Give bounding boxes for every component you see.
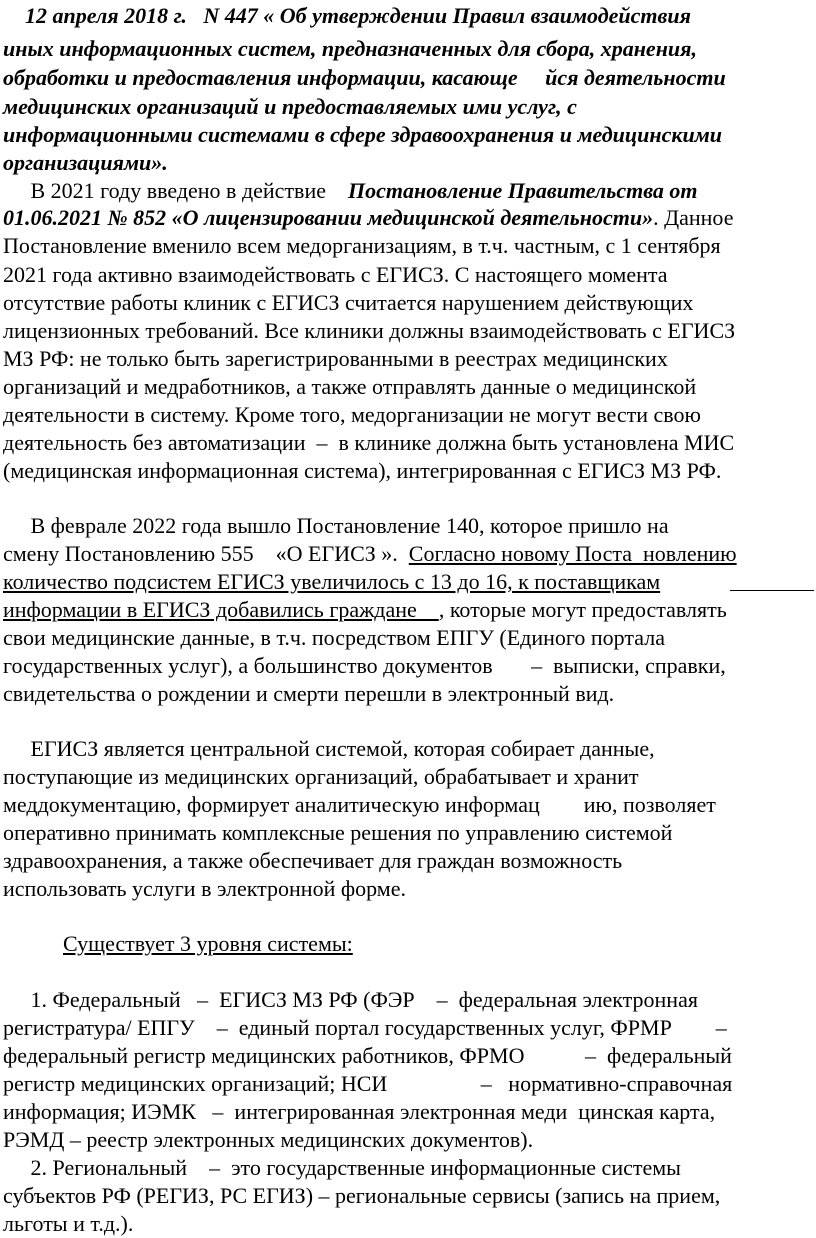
list-item-line: 2. Региональный – это государственные информационные системы xyxy=(3,1155,681,1180)
p1-plain: . Данное xyxy=(653,205,734,230)
paragraph-line: отсутствие работы клиник с ЕГИСЗ считается нарушением действующих xyxy=(3,290,694,315)
list-item-line: федеральный регистр медицинских работников, ФРМО – федеральный xyxy=(3,1043,732,1068)
underline-blank xyxy=(730,590,814,591)
paragraph-line: поступающие из медицинских организаций, обрабатывает и хранит xyxy=(3,764,639,789)
paragraph-line xyxy=(3,540,737,567)
list-item-line: РЭМД – реестр электронных медицинских документов). xyxy=(3,1127,534,1152)
intro-line: медицинских организаций и предоставляемых ими услуг, с xyxy=(3,94,577,119)
paragraph-line: свидетельства о рождении и смерти перешли в электронный вид. xyxy=(3,681,615,706)
intro-line: 12 апреля 2018 г. N 447 « Об утверждении Правил взаимодействия xyxy=(3,3,691,28)
paragraph-line: организаций и медработников, а также отправлять данные о медицинской xyxy=(3,374,697,399)
intro-line: иных информационных систем, предназначенных для сбора, хранения, xyxy=(3,36,697,61)
paragraph-line: (медицинская информационная система), интегрированная с ЕГИСЗ МЗ РФ. xyxy=(3,458,722,483)
underlined-text: Согласно новому Поста новлению xyxy=(408,541,737,566)
list-item-line: регистратура/ ЕПГУ – единый портал государственных услуг, ФРМР – xyxy=(3,1015,727,1040)
intro-line: обработки и предоставления информации, касающе йся деятельности xyxy=(3,65,726,90)
paragraph-line: деятельности в систему. Кроме того, медорганизации не могут вести свою xyxy=(3,402,701,427)
paragraph-line xyxy=(3,177,698,204)
paragraph-line: меддокументацию, формирует аналитическую информац ию, позволяет xyxy=(3,792,716,817)
p1-plain: В 2021 году введено в действие xyxy=(3,178,348,203)
paragraph-line: деятельность без автоматизации – в клинике должна быть установлена МИС xyxy=(3,430,735,455)
intro-line: информационными системами в сфере здравоохранения и медицинскими xyxy=(3,122,723,147)
paragraph-line: Постановление вменило всем медорганизациям, в т.ч. частным, с 1 сентября xyxy=(3,233,721,258)
paragraph-line: здравоохранения, а также обеспечивает для граждан возможность xyxy=(3,848,623,873)
list-item-line: 1. Федеральный – ЕГИСЗ МЗ РФ (ФЭР – федеральная электронная xyxy=(3,987,698,1012)
paragraph-line: ЕГИСЗ является центральной системой, которая собирает данные, xyxy=(3,736,655,761)
decree-title: 01.06.2021 № 852 «О лицензировании медицинской деятельности» xyxy=(3,205,654,230)
p2-plain: , которые могут предоставлять xyxy=(438,597,727,622)
paragraph-line: оперативно принимать комплексные решения по управлению системой xyxy=(3,820,673,845)
decree-title: Постановление Правительства от xyxy=(348,178,698,203)
paragraph-line: использовать услуги в электронной форме. xyxy=(3,876,406,901)
paragraph-line xyxy=(3,596,727,623)
paragraph-line xyxy=(3,204,733,231)
levels-heading: Существует 3 уровня системы: xyxy=(63,931,353,956)
list-item-line: регистр медицинских организаций; НСИ – нормативно-справочная xyxy=(3,1071,733,1096)
paragraph-line: лицензионных требований. Все клиники должны взаимодействовать с ЕГИСЗ xyxy=(3,318,736,343)
list-item-line: информация; ИЭМК – интегрированная электронная меди цинская карта, xyxy=(3,1099,716,1124)
list-item-line: субъектов РФ (РЕГИЗ, РС ЕГИЗ) – региональные сервисы (запись на прием, xyxy=(3,1183,721,1208)
paragraph-line: 2021 года активно взаимодействовать с ЕГИСЗ. С настоящего момента xyxy=(3,262,668,287)
underlined-text: количество подсистем ЕГИСЗ увеличилось с 13 до 16, к поставщикам xyxy=(3,569,661,594)
paragraph-line: МЗ РФ: не только быть зарегистрированными в реестрах медицинских xyxy=(3,346,668,371)
paragraph-line: свои медицинские данные, в т.ч. посредством ЕПГУ (Единого портала xyxy=(3,625,665,650)
underlined-text: информации в ЕГИСЗ добавились граждане xyxy=(3,597,439,622)
p2-plain: смену Постановлению 555 «О ЕГИСЗ ». xyxy=(3,541,409,566)
intro-line: организациями». xyxy=(3,150,168,175)
paragraph-line: В феврале 2022 года вышло Постановление 140, которое пришло на xyxy=(3,513,669,538)
list-item-line: льготы и т.д.). xyxy=(3,1211,134,1236)
paragraph-line: государственных услуг), а большинство документов – выписки, справки, xyxy=(3,653,726,678)
